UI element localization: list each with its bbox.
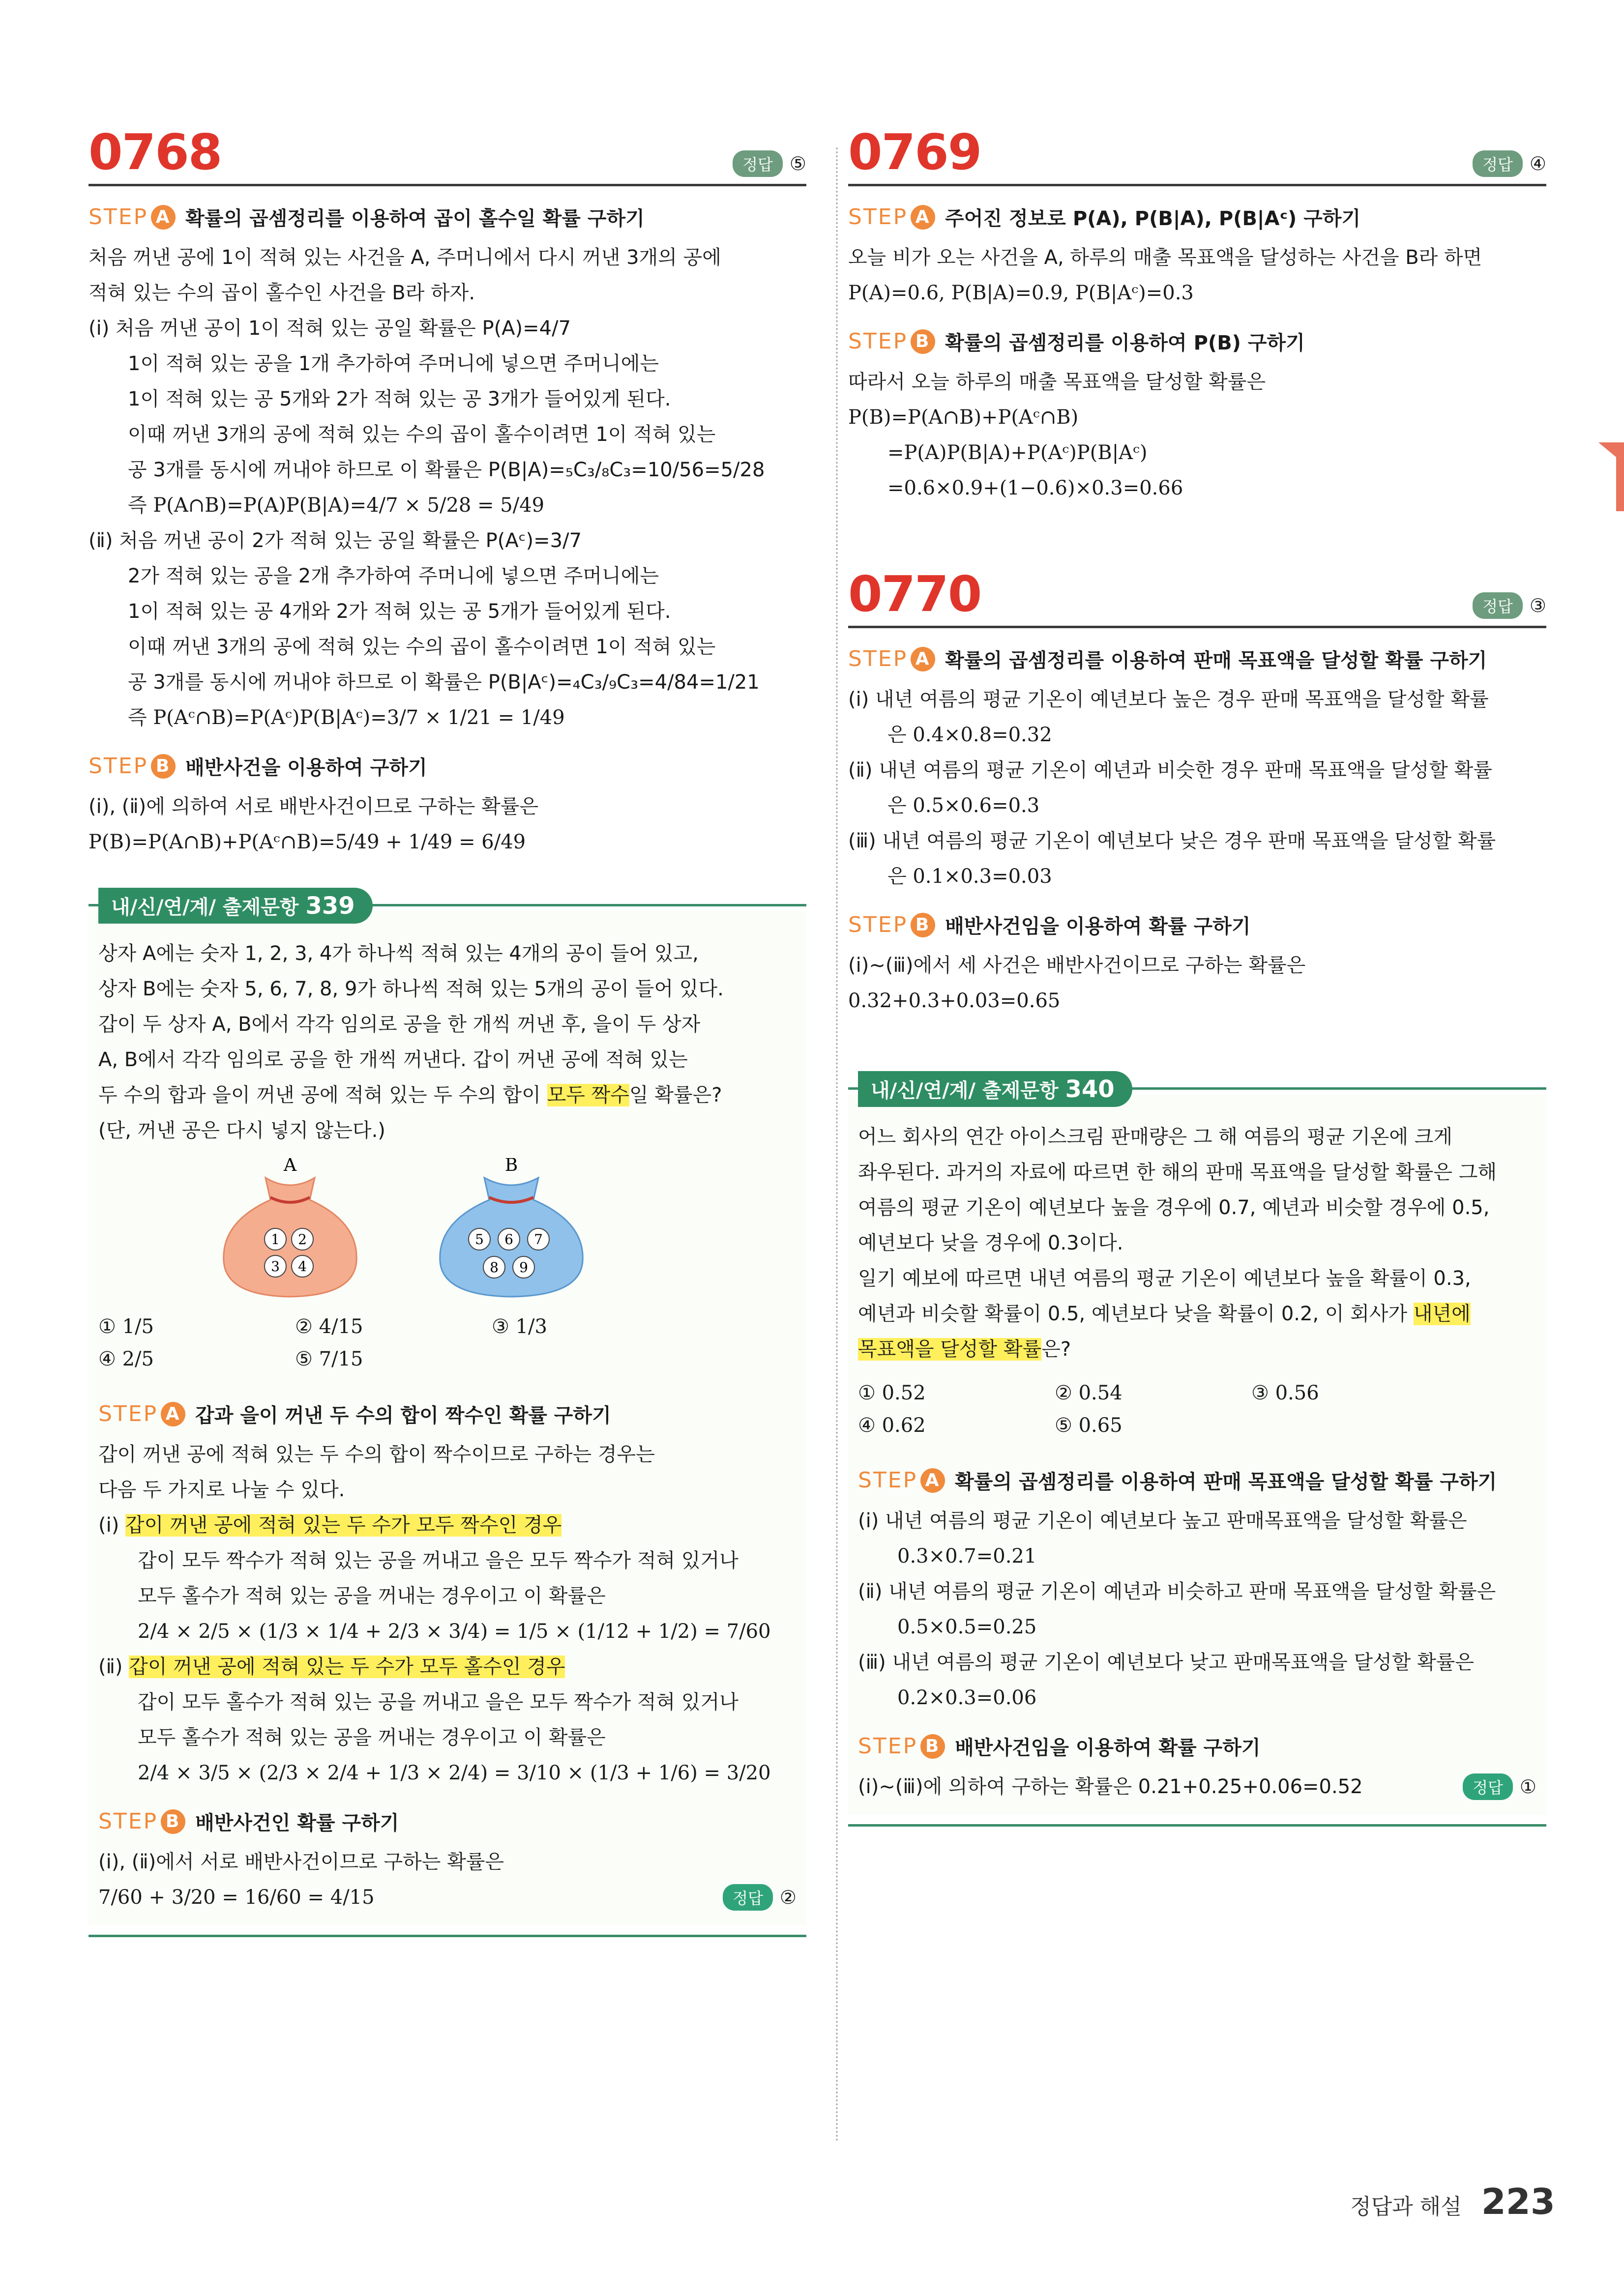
choice-3[interactable]: ③ 0.56: [1251, 1382, 1319, 1404]
case-line: (ⅰ) 갑이 꺼낸 공에 적혀 있는 두 수가 모두 짝수인 경우: [98, 1514, 562, 1537]
case-line: (ⅰ) 내년 여름의 평균 기온이 예년보다 높은 경우 판매 목표액을 달성할 확률: [848, 688, 1489, 711]
svg-text:8: 8: [490, 1259, 499, 1276]
step-title: 배반사건인 확률 구하기: [195, 1812, 399, 1834]
solution-line: 갑이 모두 홀수가 적혀 있는 공을 꺼내고 을은 모두 짝수가 적혀 있거나: [138, 1691, 738, 1714]
problem-number: 0769: [848, 123, 981, 181]
step-title: 주어진 정보로 P(A), P(B|A), P(B|Aᶜ) 구하기: [945, 207, 1361, 230]
choice-4[interactable]: ④ 2/5: [98, 1348, 154, 1370]
step-title: 배반사건임을 이용하여 확률 구하기: [955, 1737, 1261, 1759]
answer-label: 정답: [723, 1884, 773, 1911]
answer-choices: [858, 1382, 1536, 1437]
solution-line: 1이 적혀 있는 공 4개와 2가 적혀 있는 공 5개가 들어있게 된다.: [128, 600, 671, 623]
step-title: 확률의 곱셈정리를 이용하여 곱이 홀수일 확률 구하기: [185, 207, 645, 230]
solution-line: 이때 꺼낸 3개의 공에 적혀 있는 수의 곱이 홀수이려면 1이 적혀 있는: [128, 636, 716, 658]
problem-number: 0768: [89, 123, 222, 181]
linked-problem-340: [848, 1075, 1546, 1827]
case-line: (ⅱ) 처음 꺼낸 공이 2가 적혀 있는 공일 확률은 P(Aᶜ)=3/7: [89, 529, 582, 552]
problem-line: 갑이 두 상자 A, B에서 각각 임의로 공을 한 개씩 꺼낸 후, 을이 두 상자: [98, 1013, 701, 1036]
final-row: [858, 1769, 1536, 1804]
step-tag: STEP A: [848, 646, 935, 671]
equation-line: 즉 P(Aᶜ∩B)=P(Aᶜ)P(B|Aᶜ)=3/7 × 1/21 = 1/49: [128, 706, 565, 729]
case-line: (ⅱ) 내년 여름의 평균 기온이 예년과 비슷한 경우 판매 목표액을 달성할 확률: [848, 759, 1492, 782]
solution-line: 적혀 있는 수의 곱이 홀수인 사건을 B라 하자.: [89, 282, 475, 304]
svg-text:7: 7: [534, 1231, 543, 1248]
solution-line: 처음 꺼낸 공에 1이 적혀 있는 사건을 A, 주머니에서 다시 꺼낸 3개의 공에: [89, 246, 721, 269]
equation-line: P(A)=0.6, P(B|A)=0.9, P(B|Aᶜ)=0.3: [848, 282, 1194, 304]
answer-value: ①: [1519, 1776, 1536, 1798]
case-line: (ⅲ) 내년 여름의 평균 기온이 예년보다 낮은 경우 판매 목표액을 달성할 확률: [848, 830, 1496, 852]
solution-line: (ⅰ), (ⅱ)에 의하여 서로 배반사건이므로 구하는 확률은: [89, 795, 538, 818]
answer-label: 정답: [1463, 1773, 1513, 1800]
solution-line: 모두 홀수가 적혀 있는 공을 꺼내는 경우이고 이 확률은: [138, 1585, 606, 1607]
answer-indicator: [723, 1884, 797, 1911]
left-column: [89, 123, 806, 1937]
page-footer: [1350, 2181, 1555, 2222]
step-title: 확률의 곱셈정리를 이용하여 판매 목표액을 달성할 확률 구하기: [955, 1471, 1497, 1493]
solution-line: 갑이 꺼낸 공에 적혀 있는 두 수의 합이 짝수이므로 구하는 경우는: [98, 1443, 655, 1466]
step-b-heading: [848, 911, 1546, 939]
linked-problem-tab: 내/신/연/계/ 출제문항 340: [858, 1071, 1132, 1107]
equation-line: 0.32+0.3+0.03=0.65: [848, 989, 1061, 1012]
problem-0770: [848, 565, 1546, 1018]
answer-value: ⑤: [789, 153, 806, 174]
final-row: [98, 1880, 797, 1915]
equation-line: P(B)=P(A∩B)+P(Aᶜ∩B)=5/49 + 1/49 = 6/49: [89, 831, 526, 853]
equation-line: 2/4 × 2/5 × (1/3 × 1/4 + 2/3 × 3/4) = 1/5 × (1/12 + 1/2) = 7/60: [138, 1620, 771, 1643]
step-b-heading: [848, 327, 1546, 355]
step-b-heading: [858, 1732, 1536, 1760]
step-tag: STEP A: [89, 204, 176, 230]
svg-text:2: 2: [298, 1231, 307, 1248]
step-tag: STEP B: [848, 329, 935, 354]
answer-indicator: [1473, 592, 1546, 619]
problem-line: A, B에서 각각 임의로 공을 한 개씩 꺼낸다. 갑이 꺼낸 공에 적혀 있는: [98, 1048, 688, 1071]
choice-2[interactable]: ② 4/15: [295, 1315, 363, 1338]
step-tag: STEP B: [89, 754, 176, 779]
svg-text:3: 3: [271, 1258, 280, 1275]
equation-line: =P(A)P(B|A)+P(Aᶜ)P(B|Aᶜ): [887, 441, 1148, 464]
choice-1[interactable]: ① 1/5: [98, 1315, 154, 1338]
box-end-rule: [89, 1935, 806, 1937]
highlight: 모두 짝수: [547, 1084, 629, 1106]
choice-5[interactable]: ⑤ 0.65: [1055, 1414, 1122, 1437]
step-title: 배반사건임을 이용하여 확률 구하기: [945, 915, 1251, 938]
right-column: [848, 123, 1546, 1827]
highlight: 갑이 꺼낸 공에 적혀 있는 두 수가 모두 짝수인 경우: [125, 1514, 562, 1537]
equation-line: 2/4 × 3/5 × (2/3 × 2/4 + 1/3 × 2/4) = 3/10 × (1/3 + 1/6) = 3/20: [138, 1762, 771, 1784]
svg-text:4: 4: [298, 1258, 307, 1275]
step-tag: STEP B: [858, 1734, 945, 1759]
problem-header: [89, 123, 806, 186]
bag-a-icon: [211, 1158, 369, 1301]
step-tag: STEP A: [858, 1468, 945, 1493]
solution-line: 따라서 오늘 하루의 매출 목표액을 달성할 확률은: [848, 371, 1266, 393]
step-title: 확률의 곱셈정리를 이용하여 판매 목표액을 달성할 확률 구하기: [945, 649, 1487, 672]
highlight: 갑이 꺼낸 공에 적혀 있는 두 수가 모두 홀수인 경우: [129, 1656, 565, 1678]
case-line: (ⅱ) 갑이 꺼낸 공에 적혀 있는 두 수가 모두 홀수인 경우: [98, 1656, 565, 1678]
step-b-heading: [98, 1807, 797, 1835]
footer-label: 정답과 해설: [1350, 2194, 1462, 2219]
problem-note: (단, 꺼낸 공은 다시 넣지 않는다.): [98, 1119, 385, 1142]
solution-line: 1이 적혀 있는 공을 1개 추가하여 주머니에 넣으면 주머니에는: [128, 352, 659, 375]
equation-line: P(B)=P(A∩B)+P(Aᶜ∩B): [848, 406, 1079, 429]
problem-line: 예년보다 낮을 경우에 0.3이다.: [858, 1232, 1123, 1254]
equation-line: 은 0.5×0.6=0.3: [887, 794, 1040, 817]
step-a-heading: [89, 203, 806, 231]
problem-header: [848, 565, 1546, 628]
answer-value: ③: [1529, 595, 1546, 616]
problem-header: [848, 123, 1546, 186]
answer-indicator: [733, 150, 806, 177]
bag-b-icon: [428, 1158, 595, 1301]
equation-line: 즉 P(A∩B)=P(A)P(B|A)=4/7 × 5/28 = 5/49: [128, 494, 545, 517]
choice-5[interactable]: ⑤ 7/15: [295, 1348, 363, 1370]
solution-line: 공 3개를 동시에 꺼내야 하므로 이 확률은 P(B|Aᶜ)=₄C₃/₉C₃=4/84=1/21: [128, 671, 760, 694]
solution-line: 다음 두 가지로 나눌 수 있다.: [98, 1479, 345, 1501]
solution-line: 이때 꺼낸 3개의 공에 적혀 있는 수의 곱이 홀수이려면 1이 적혀 있는: [128, 423, 716, 446]
solution-line: (ⅰ)~(ⅲ)에 의하여 구하는 확률은 0.21+0.25+0.06=0.52: [858, 1775, 1363, 1798]
choice-3[interactable]: ③ 1/3: [492, 1315, 547, 1338]
step-title: 갑과 을이 꺼낸 두 수의 합이 짝수인 확률 구하기: [195, 1404, 611, 1427]
equation-line: 7/60 + 3/20 = 16/60 = 4/15: [98, 1886, 375, 1909]
problem-line: 목표액을 달성할 확률은?: [858, 1338, 1071, 1361]
solution-line: 오늘 비가 오는 사건을 A, 하루의 매출 목표액을 달성하는 사건을 B라 하면: [848, 246, 1482, 269]
problem-0769: [848, 123, 1546, 506]
step-a-heading: [98, 1400, 797, 1428]
step-title: 확률의 곱셈정리를 이용하여 P(B) 구하기: [945, 332, 1305, 354]
svg-text:1: 1: [271, 1231, 280, 1248]
column-divider: [836, 147, 838, 2143]
equation-line: 0.3×0.7=0.21: [897, 1545, 1037, 1568]
bag-a-label: A: [284, 1158, 296, 1175]
page-edge-tab-icon: [1598, 442, 1624, 511]
step-b-heading: [89, 752, 806, 780]
problem-line: 좌우된다. 과거의 자료에 따르면 한 해의 판매 목표액을 달성할 확률은 그해: [858, 1161, 1497, 1184]
step-a-heading: [848, 203, 1546, 231]
case-line: (ⅱ) 내년 여름의 평균 기온이 예년과 비슷하고 판매 목표액을 달성할 확률은: [858, 1580, 1496, 1603]
step-title: 배반사건을 이용하여 구하기: [185, 756, 427, 779]
solution-line: 갑이 모두 짝수가 적혀 있는 공을 꺼내고 을은 모두 짝수가 적혀 있거나: [138, 1549, 738, 1572]
step-a-heading: [848, 645, 1546, 673]
linked-problem-tab: 내/신/연/계/ 출제문항 339: [98, 888, 373, 924]
problem-0768: [89, 123, 806, 860]
svg-text:9: 9: [519, 1259, 528, 1276]
problem-line: 상자 B에는 숫자 5, 6, 7, 8, 9가 하나씩 적혀 있는 5개의 공이 들어 있다.: [98, 978, 724, 1000]
bag-illustration: [211, 1158, 797, 1301]
solution-line: (ⅰ), (ⅱ)에서 서로 배반사건이므로 구하는 확률은: [98, 1851, 504, 1873]
bag-b-label: B: [504, 1158, 518, 1175]
problem-line: 상자 A에는 숫자 1, 2, 3, 4가 하나씩 적혀 있는 4개의 공이 들어 있고,: [98, 942, 699, 965]
highlight: 목표액을 달성할 확률: [858, 1338, 1042, 1361]
answer-label: 정답: [1473, 150, 1523, 177]
solution-line: 모두 홀수가 적혀 있는 공을 꺼내는 경우이고 이 확률은: [138, 1726, 606, 1749]
svg-text:6: 6: [504, 1231, 513, 1248]
highlight: 내년에: [1413, 1303, 1471, 1325]
box-end-rule: [848, 1824, 1546, 1827]
step-tag: STEP A: [98, 1401, 185, 1426]
choice-4[interactable]: ④ 0.62: [858, 1414, 926, 1437]
step-a-heading: [858, 1466, 1536, 1494]
case-line: (ⅰ) 처음 꺼낸 공이 1이 적혀 있는 공일 확률은 P(A)=4/7: [89, 317, 571, 340]
case-line: (ⅰ) 내년 여름의 평균 기온이 예년보다 높고 판매목표액을 달성할 확률은: [858, 1510, 1467, 1532]
answer-value: ②: [779, 1887, 797, 1908]
choice-1[interactable]: ① 0.52: [858, 1382, 926, 1404]
choice-2[interactable]: ② 0.54: [1055, 1382, 1122, 1404]
problem-line: 여름의 평균 기온이 예년보다 높을 경우에 0.7, 예년과 비슷할 경우에 0.5,: [858, 1196, 1490, 1219]
answer-indicator: [1463, 1773, 1536, 1800]
equation-line: =0.6×0.9+(1−0.6)×0.3=0.66: [887, 477, 1183, 499]
equation-line: 0.5×0.5=0.25: [897, 1616, 1037, 1638]
problem-number: 0770: [848, 565, 981, 623]
answer-label: 정답: [733, 150, 783, 177]
page-number: 223: [1481, 2181, 1555, 2222]
answer-value: ④: [1529, 153, 1546, 174]
step-tag: STEP B: [848, 912, 935, 937]
answer-indicator: [1473, 150, 1546, 177]
problem-line: 일기 예보에 따르면 내년 여름의 평균 기온이 예년보다 높을 확률이 0.3,: [858, 1267, 1471, 1290]
step-tag: STEP A: [848, 204, 935, 230]
step-tag: STEP B: [98, 1809, 185, 1834]
linked-problem-body: [848, 1095, 1546, 1814]
solution-line: 1이 적혀 있는 공 5개와 2가 적혀 있는 공 3개가 들어있게 된다.: [128, 388, 671, 410]
problem-line: 예년과 비슷할 확률이 0.5, 예년보다 낮을 확률이 0.2, 이 회사가 내년에: [858, 1303, 1471, 1325]
linked-problem-body: [89, 911, 806, 1925]
answer-choices: [98, 1315, 797, 1370]
equation-line: 은 0.4×0.8=0.32: [887, 724, 1052, 746]
linked-problem-339: [89, 892, 806, 1937]
problem-line: 어느 회사의 연간 아이스크림 판매량은 그 해 여름의 평균 기온에 크게: [858, 1126, 1453, 1148]
equation-line: 은 0.1×0.3=0.03: [887, 865, 1052, 888]
svg-text:5: 5: [475, 1231, 484, 1248]
problem-line: 두 수의 합과 을이 꺼낸 공에 적혀 있는 두 수의 합이 모두 짝수일 확률은?: [98, 1084, 722, 1106]
answer-label: 정답: [1473, 592, 1523, 619]
case-line: (ⅲ) 내년 여름의 평균 기온이 예년보다 낮고 판매목표액을 달성할 확률은: [858, 1651, 1475, 1674]
solution-line: 공 3개를 동시에 꺼내야 하므로 이 확률은 P(B|A)=₅C₃/₈C₃=10/56=5/28: [128, 459, 765, 481]
solution-line: 2가 적혀 있는 공을 2개 추가하여 주머니에 넣으면 주머니에는: [128, 565, 659, 587]
solution-line: (ⅰ)~(ⅲ)에서 세 사건은 배반사건이므로 구하는 확률은: [848, 954, 1306, 977]
equation-line: 0.2×0.3=0.06: [897, 1686, 1037, 1709]
